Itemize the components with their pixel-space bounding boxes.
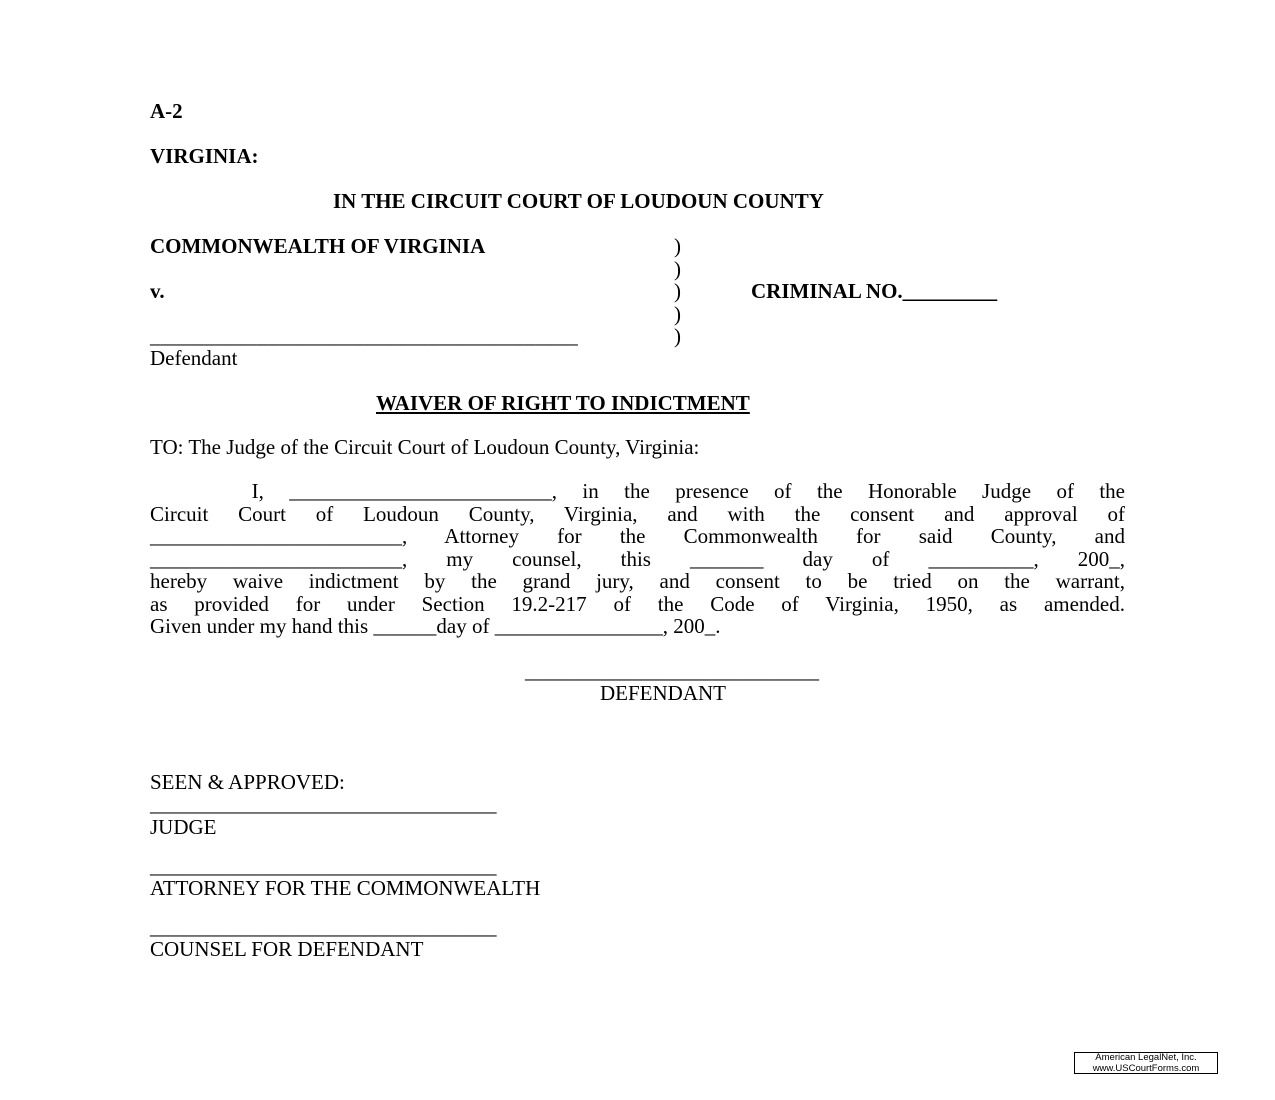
caption-defendant-blank: ________________________________________ <box>150 324 578 348</box>
footer-badge-company: American LegalNet, Inc. <box>1095 1052 1197 1063</box>
attorney-signature-label: ATTORNEY FOR THE COMMONWEALTH <box>150 876 541 900</box>
judge-signature-line: _________________________________ <box>150 792 497 816</box>
body-line: Given under my hand this ______day of ________________, 200_. <box>150 614 721 638</box>
judge-signature-label: JUDGE <box>150 815 217 839</box>
attorney-signature-line: _________________________________ <box>150 854 497 878</box>
defendant-signature-label: DEFENDANT <box>600 681 726 705</box>
footer-badge[interactable] <box>1074 1052 1218 1074</box>
body-paragraph <box>150 480 1125 638</box>
body-line: as provided for under Section 19.2-217 of the Code of Virginia, 1950, as amended. <box>150 591 1125 616</box>
body-line: Circuit Court of Loudoun County, Virginia, and with the consent and approval of <box>150 501 1125 526</box>
state-header: VIRGINIA: <box>150 144 259 168</box>
addressee: TO: The Judge of the Circuit Court of Loudoun County, Virginia: <box>150 435 700 459</box>
body-line: I, _________________________, in the presence of the Honorable Judge of the <box>150 479 1125 503</box>
body-line: ________________________, my counsel, this _______ day of __________, 200_, <box>150 546 1125 571</box>
caption-bracket: ) <box>674 279 681 303</box>
seen-approved: SEEN & APPROVED: <box>150 770 345 794</box>
caption-bracket: ) <box>674 234 681 258</box>
defendant-signature-line: ____________________________ <box>525 659 819 683</box>
caption-plaintiff: COMMONWEALTH OF VIRGINIA <box>150 234 486 258</box>
caption-bracket: ) <box>674 324 681 348</box>
body-line: hereby waive indictment by the grand jury, and consent to be tried on the warrant, <box>150 569 1125 593</box>
caption-bracket: ) <box>674 257 681 281</box>
caption-defendant-label: Defendant <box>150 346 238 370</box>
criminal-no-label: CRIMINAL NO._________ <box>751 279 998 303</box>
body-line: ________________________, Attorney for the Commonwealth for said County, and <box>150 524 1125 548</box>
form-id: A-2 <box>150 99 183 123</box>
caption-versus: v. <box>150 279 165 303</box>
footer-badge-url[interactable]: www.USCourtForms.com <box>1092 1062 1200 1074</box>
document-title: WAIVER OF RIGHT TO INDICTMENT <box>376 391 750 415</box>
court-title: IN THE CIRCUIT COURT OF LOUDOUN COUNTY <box>333 189 824 213</box>
caption-bracket: ) <box>674 302 681 326</box>
counsel-signature-label: COUNSEL FOR DEFENDANT <box>150 937 424 961</box>
counsel-signature-line: _________________________________ <box>150 915 497 939</box>
